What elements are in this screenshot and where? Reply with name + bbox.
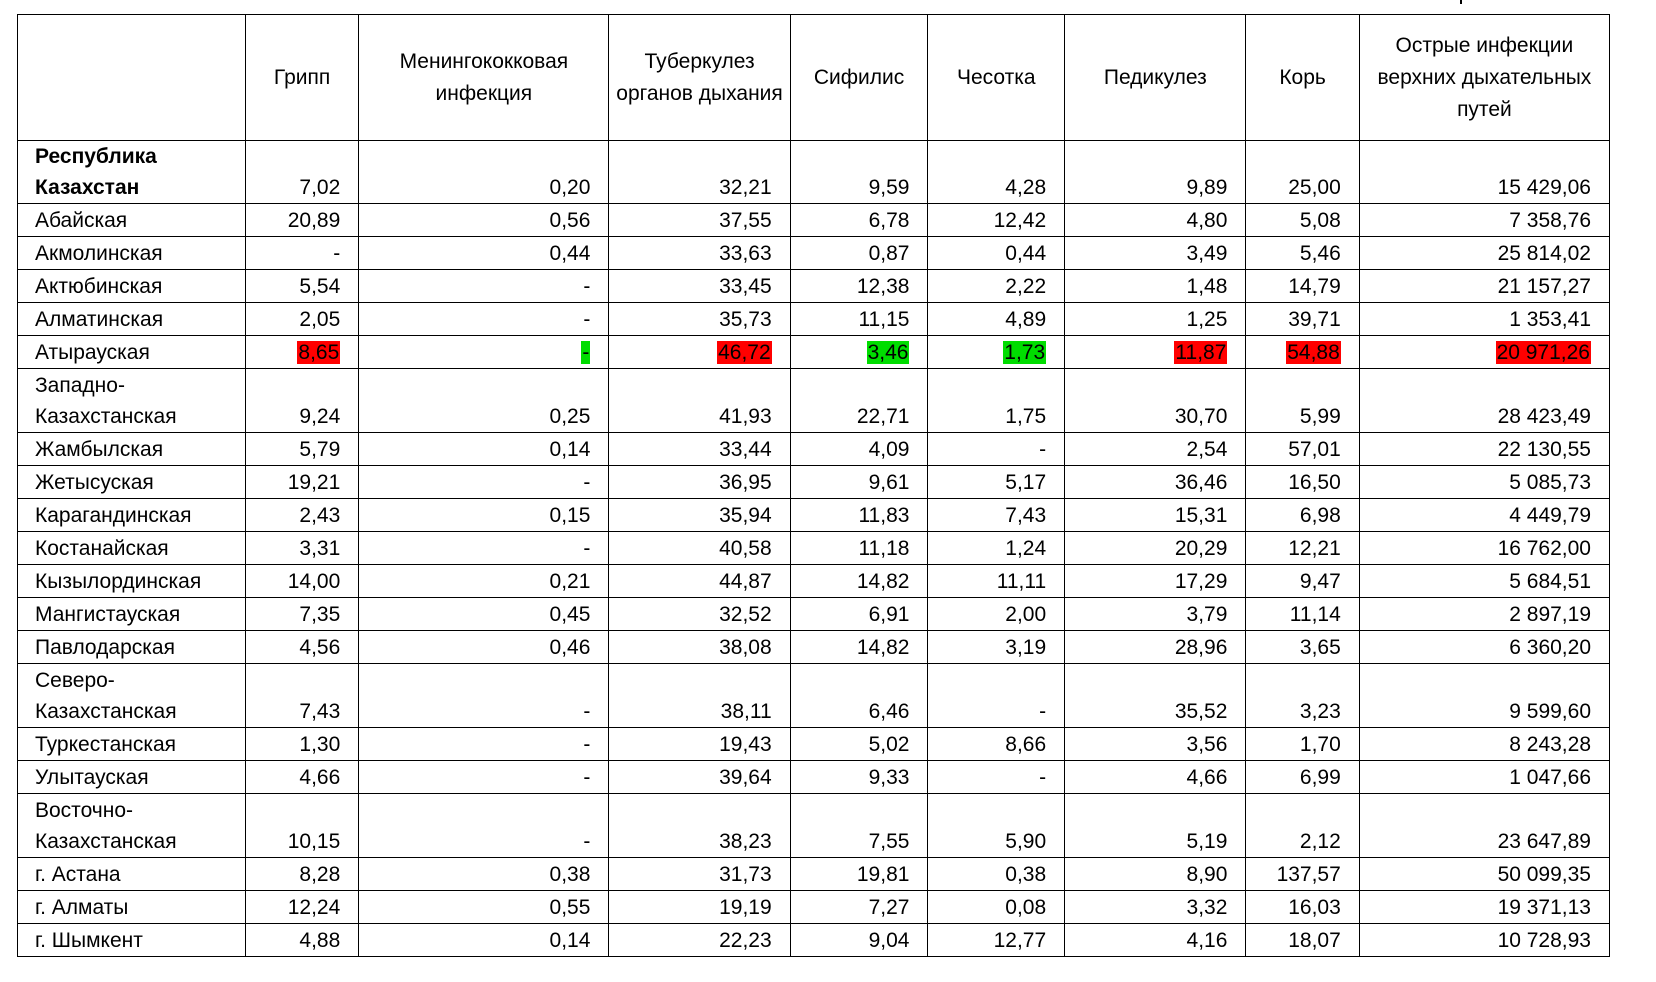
value-cell: 10,15 (245, 794, 358, 858)
value-cell: 38,08 (609, 631, 790, 664)
region-header (18, 15, 246, 141)
value-cell: 5,99 (1246, 369, 1359, 433)
value-cell: 7,02 (245, 141, 358, 204)
value-cell: 19 371,13 (1359, 891, 1609, 924)
value-cell: 2,22 (928, 270, 1065, 303)
value-cell: 0,21 (359, 565, 609, 598)
value-cell: 5,90 (928, 794, 1065, 858)
region-name: Восточно-Казахстанская (18, 794, 246, 858)
table-row (18, 141, 1610, 204)
value-cell: 9,61 (790, 466, 928, 499)
value-cell: 32,21 (609, 141, 790, 204)
value-cell: 2,05 (245, 303, 358, 336)
region-name: Абайская (18, 204, 246, 237)
table-row (18, 433, 1610, 466)
value-cell: 21 157,27 (1359, 270, 1609, 303)
value-cell: 3,65 (1246, 631, 1359, 664)
value-cell (359, 336, 609, 369)
value-cell: 2,12 (1246, 794, 1359, 858)
red-highlight: 11,87 (1175, 341, 1227, 364)
value-cell: 4,80 (1065, 204, 1246, 237)
value-cell: 7,43 (928, 499, 1065, 532)
region-name: Карагандинская (18, 499, 246, 532)
value-cell: 7,27 (790, 891, 928, 924)
value-cell: 12,42 (928, 204, 1065, 237)
value-cell (928, 336, 1065, 369)
value-cell: 25 814,02 (1359, 237, 1609, 270)
value-cell: 0,14 (359, 924, 609, 957)
ari-header: Острые инфекции верхних дыхательных путей (1359, 15, 1609, 141)
value-cell: 3,56 (1065, 728, 1246, 761)
value-cell (790, 336, 928, 369)
region-name: Павлодарская (18, 631, 246, 664)
value-cell: 22 130,55 (1359, 433, 1609, 466)
region-name: Алматинская (18, 303, 246, 336)
region-name: Улытауская (18, 761, 246, 794)
table-row (18, 924, 1610, 957)
table-row (18, 270, 1610, 303)
value-cell: 8,28 (245, 858, 358, 891)
syphilis-header: Сифилис (790, 15, 928, 141)
green-highlight: - (582, 341, 590, 364)
table-row (18, 598, 1610, 631)
value-cell: 4,66 (1065, 761, 1246, 794)
value-cell: 12,24 (245, 891, 358, 924)
value-cell: - (359, 761, 609, 794)
value-cell: 12,38 (790, 270, 928, 303)
value-cell: 15,31 (1065, 499, 1246, 532)
value-cell: 19,19 (609, 891, 790, 924)
value-cell: 0,45 (359, 598, 609, 631)
value-cell: 4 449,79 (1359, 499, 1609, 532)
value-cell (1246, 336, 1359, 369)
table-row (18, 204, 1610, 237)
value-cell: 39,64 (609, 761, 790, 794)
region-name: Костанайская (18, 532, 246, 565)
value-cell: 19,21 (245, 466, 358, 499)
value-cell: 12,77 (928, 924, 1065, 957)
red-highlight: 54,88 (1287, 341, 1340, 364)
value-cell: 5,54 (245, 270, 358, 303)
value-cell: 41,93 (609, 369, 790, 433)
pediculosis-header: Педикулез (1065, 15, 1246, 141)
value-cell: 5 085,73 (1359, 466, 1609, 499)
value-cell: 11,83 (790, 499, 928, 532)
value-cell: 9,24 (245, 369, 358, 433)
value-cell: 2,54 (1065, 433, 1246, 466)
value-cell: 1 353,41 (1359, 303, 1609, 336)
value-cell: 57,01 (1246, 433, 1359, 466)
table-body (18, 141, 1610, 957)
value-cell: 0,56 (359, 204, 609, 237)
meningococcal-header: Менингококковая инфекция (359, 15, 609, 141)
value-cell: 18,07 (1246, 924, 1359, 957)
red-highlight: 20 971,26 (1496, 341, 1590, 364)
value-cell: 9,04 (790, 924, 928, 957)
table-row (18, 466, 1610, 499)
green-highlight: 1,73 (1004, 341, 1046, 364)
region-name: г. Астана (18, 858, 246, 891)
value-cell (1359, 336, 1609, 369)
value-cell: 16,50 (1246, 466, 1359, 499)
value-cell: 7,55 (790, 794, 928, 858)
value-cell: 3,32 (1065, 891, 1246, 924)
value-cell: 4,16 (1065, 924, 1246, 957)
value-cell: 6,78 (790, 204, 928, 237)
value-cell: 30,70 (1065, 369, 1246, 433)
value-cell: 7,43 (245, 664, 358, 728)
region-name: Атырауская (18, 336, 246, 369)
value-cell: 28,96 (1065, 631, 1246, 664)
value-cell: 9 599,60 (1359, 664, 1609, 728)
table-row (18, 565, 1610, 598)
table-row (18, 794, 1610, 858)
value-cell: - (359, 303, 609, 336)
value-cell: 9,47 (1246, 565, 1359, 598)
value-cell: 8,90 (1065, 858, 1246, 891)
value-cell: 15 429,06 (1359, 141, 1609, 204)
value-cell: 4,28 (928, 141, 1065, 204)
value-cell (609, 336, 790, 369)
value-cell: 5,19 (1065, 794, 1246, 858)
value-cell: 5,17 (928, 466, 1065, 499)
table-row (18, 664, 1610, 728)
value-cell: 3,49 (1065, 237, 1246, 270)
disease-incidence-table (17, 14, 1610, 957)
value-cell: 39,71 (1246, 303, 1359, 336)
value-cell: 1,30 (245, 728, 358, 761)
value-cell: 9,89 (1065, 141, 1246, 204)
region-name: Жетысуская (18, 466, 246, 499)
value-cell: 4,66 (245, 761, 358, 794)
value-cell: 14,00 (245, 565, 358, 598)
region-name: г. Алматы (18, 891, 246, 924)
table-row (18, 237, 1610, 270)
value-cell: 38,11 (609, 664, 790, 728)
value-cell: 1,75 (928, 369, 1065, 433)
value-cell: - (359, 664, 609, 728)
value-cell: 1,48 (1065, 270, 1246, 303)
value-cell: 16 762,00 (1359, 532, 1609, 565)
value-cell: - (359, 728, 609, 761)
value-cell: 6,98 (1246, 499, 1359, 532)
value-cell: 10 728,93 (1359, 924, 1609, 957)
value-cell: 40,58 (609, 532, 790, 565)
value-cell (245, 336, 358, 369)
value-cell: 1 047,66 (1359, 761, 1609, 794)
value-cell: - (359, 270, 609, 303)
value-cell: 35,52 (1065, 664, 1246, 728)
value-cell: 14,79 (1246, 270, 1359, 303)
value-cell: 9,33 (790, 761, 928, 794)
table-row (18, 369, 1610, 433)
value-cell: 11,14 (1246, 598, 1359, 631)
value-cell: 16,03 (1246, 891, 1359, 924)
value-cell: 11,15 (790, 303, 928, 336)
value-cell: 11,11 (928, 565, 1065, 598)
value-cell: 33,45 (609, 270, 790, 303)
value-cell: - (359, 794, 609, 858)
region-name: Северо-Казахстанская (18, 664, 246, 728)
value-cell: 0,25 (359, 369, 609, 433)
value-cell: 14,82 (790, 565, 928, 598)
table-row (18, 761, 1610, 794)
region-name: Туркестанская (18, 728, 246, 761)
value-cell: 22,23 (609, 924, 790, 957)
header-row (18, 15, 1610, 141)
value-cell: 3,31 (245, 532, 358, 565)
value-cell: 36,95 (609, 466, 790, 499)
value-cell (1065, 336, 1246, 369)
value-cell: 44,87 (609, 565, 790, 598)
value-cell: 38,23 (609, 794, 790, 858)
value-cell: - (928, 761, 1065, 794)
value-cell: 25,00 (1246, 141, 1359, 204)
value-cell: 22,71 (790, 369, 928, 433)
value-cell: 0,38 (359, 858, 609, 891)
value-cell: 20,29 (1065, 532, 1246, 565)
value-cell: 0,15 (359, 499, 609, 532)
value-cell: 36,46 (1065, 466, 1246, 499)
value-cell: - (928, 664, 1065, 728)
value-cell: 5,02 (790, 728, 928, 761)
region-name: Актюбинская (18, 270, 246, 303)
value-cell: 11,18 (790, 532, 928, 565)
value-cell: 137,57 (1246, 858, 1359, 891)
value-cell: 5,46 (1246, 237, 1359, 270)
value-cell: 2,00 (928, 598, 1065, 631)
green-highlight: 3,46 (867, 341, 909, 364)
value-cell: 32,52 (609, 598, 790, 631)
tuberculosis-header: Туберкулез органов дыхания (609, 15, 790, 141)
table-row (18, 728, 1610, 761)
value-cell: 50 099,35 (1359, 858, 1609, 891)
edge-mark (1460, 0, 1462, 4)
value-cell: 0,87 (790, 237, 928, 270)
table-row (18, 303, 1610, 336)
region-name: Мангистауская (18, 598, 246, 631)
table-row (18, 858, 1610, 891)
red-highlight: 8,65 (298, 341, 340, 364)
region-name: г. Шымкент (18, 924, 246, 957)
value-cell: - (359, 466, 609, 499)
value-cell: 3,79 (1065, 598, 1246, 631)
scabies-header: Чесотка (928, 15, 1065, 141)
value-cell: 19,43 (609, 728, 790, 761)
value-cell: 0,44 (928, 237, 1065, 270)
value-cell: 7 358,76 (1359, 204, 1609, 237)
value-cell: 33,44 (609, 433, 790, 466)
value-cell: 3,23 (1246, 664, 1359, 728)
value-cell: 9,59 (790, 141, 928, 204)
value-cell: 14,82 (790, 631, 928, 664)
value-cell: 33,63 (609, 237, 790, 270)
value-cell: 35,94 (609, 499, 790, 532)
value-cell: 31,73 (609, 858, 790, 891)
table-row (18, 631, 1610, 664)
value-cell: 0,38 (928, 858, 1065, 891)
value-cell: 0,44 (359, 237, 609, 270)
value-cell: 4,89 (928, 303, 1065, 336)
value-cell: 6,46 (790, 664, 928, 728)
value-cell: 8,66 (928, 728, 1065, 761)
value-cell: - (928, 433, 1065, 466)
value-cell: - (359, 532, 609, 565)
table-row (18, 891, 1610, 924)
region-name: Западно-Казахстанская (18, 369, 246, 433)
value-cell: 0,14 (359, 433, 609, 466)
flu-header: Грипп (245, 15, 358, 141)
region-name: Жамбылская (18, 433, 246, 466)
measles-header: Корь (1246, 15, 1359, 141)
region-name: Акмолинская (18, 237, 246, 270)
value-cell: 0,20 (359, 141, 609, 204)
value-cell: 2 897,19 (1359, 598, 1609, 631)
value-cell: 17,29 (1065, 565, 1246, 598)
value-cell: 0,08 (928, 891, 1065, 924)
value-cell: 1,25 (1065, 303, 1246, 336)
value-cell: 35,73 (609, 303, 790, 336)
value-cell: 8 243,28 (1359, 728, 1609, 761)
value-cell: 28 423,49 (1359, 369, 1609, 433)
value-cell: 1,70 (1246, 728, 1359, 761)
value-cell: 23 647,89 (1359, 794, 1609, 858)
region-name: Кызылординская (18, 565, 246, 598)
table-row (18, 499, 1610, 532)
table-row (18, 336, 1610, 369)
value-cell: 2,43 (245, 499, 358, 532)
value-cell: 7,35 (245, 598, 358, 631)
value-cell: 6,91 (790, 598, 928, 631)
value-cell: 0,55 (359, 891, 609, 924)
region-name: Республика Казахстан (18, 141, 246, 204)
value-cell: 4,88 (245, 924, 358, 957)
value-cell: 4,56 (245, 631, 358, 664)
value-cell: 6 360,20 (1359, 631, 1609, 664)
value-cell: 12,21 (1246, 532, 1359, 565)
value-cell: 5 684,51 (1359, 565, 1609, 598)
value-cell: 19,81 (790, 858, 928, 891)
value-cell: 1,24 (928, 532, 1065, 565)
value-cell: 20,89 (245, 204, 358, 237)
value-cell: 5,08 (1246, 204, 1359, 237)
value-cell: 0,46 (359, 631, 609, 664)
red-highlight: 46,72 (718, 341, 771, 364)
value-cell: 4,09 (790, 433, 928, 466)
value-cell: 6,99 (1246, 761, 1359, 794)
value-cell: 3,19 (928, 631, 1065, 664)
table-row (18, 532, 1610, 565)
value-cell: 5,79 (245, 433, 358, 466)
value-cell: - (245, 237, 358, 270)
value-cell: 37,55 (609, 204, 790, 237)
